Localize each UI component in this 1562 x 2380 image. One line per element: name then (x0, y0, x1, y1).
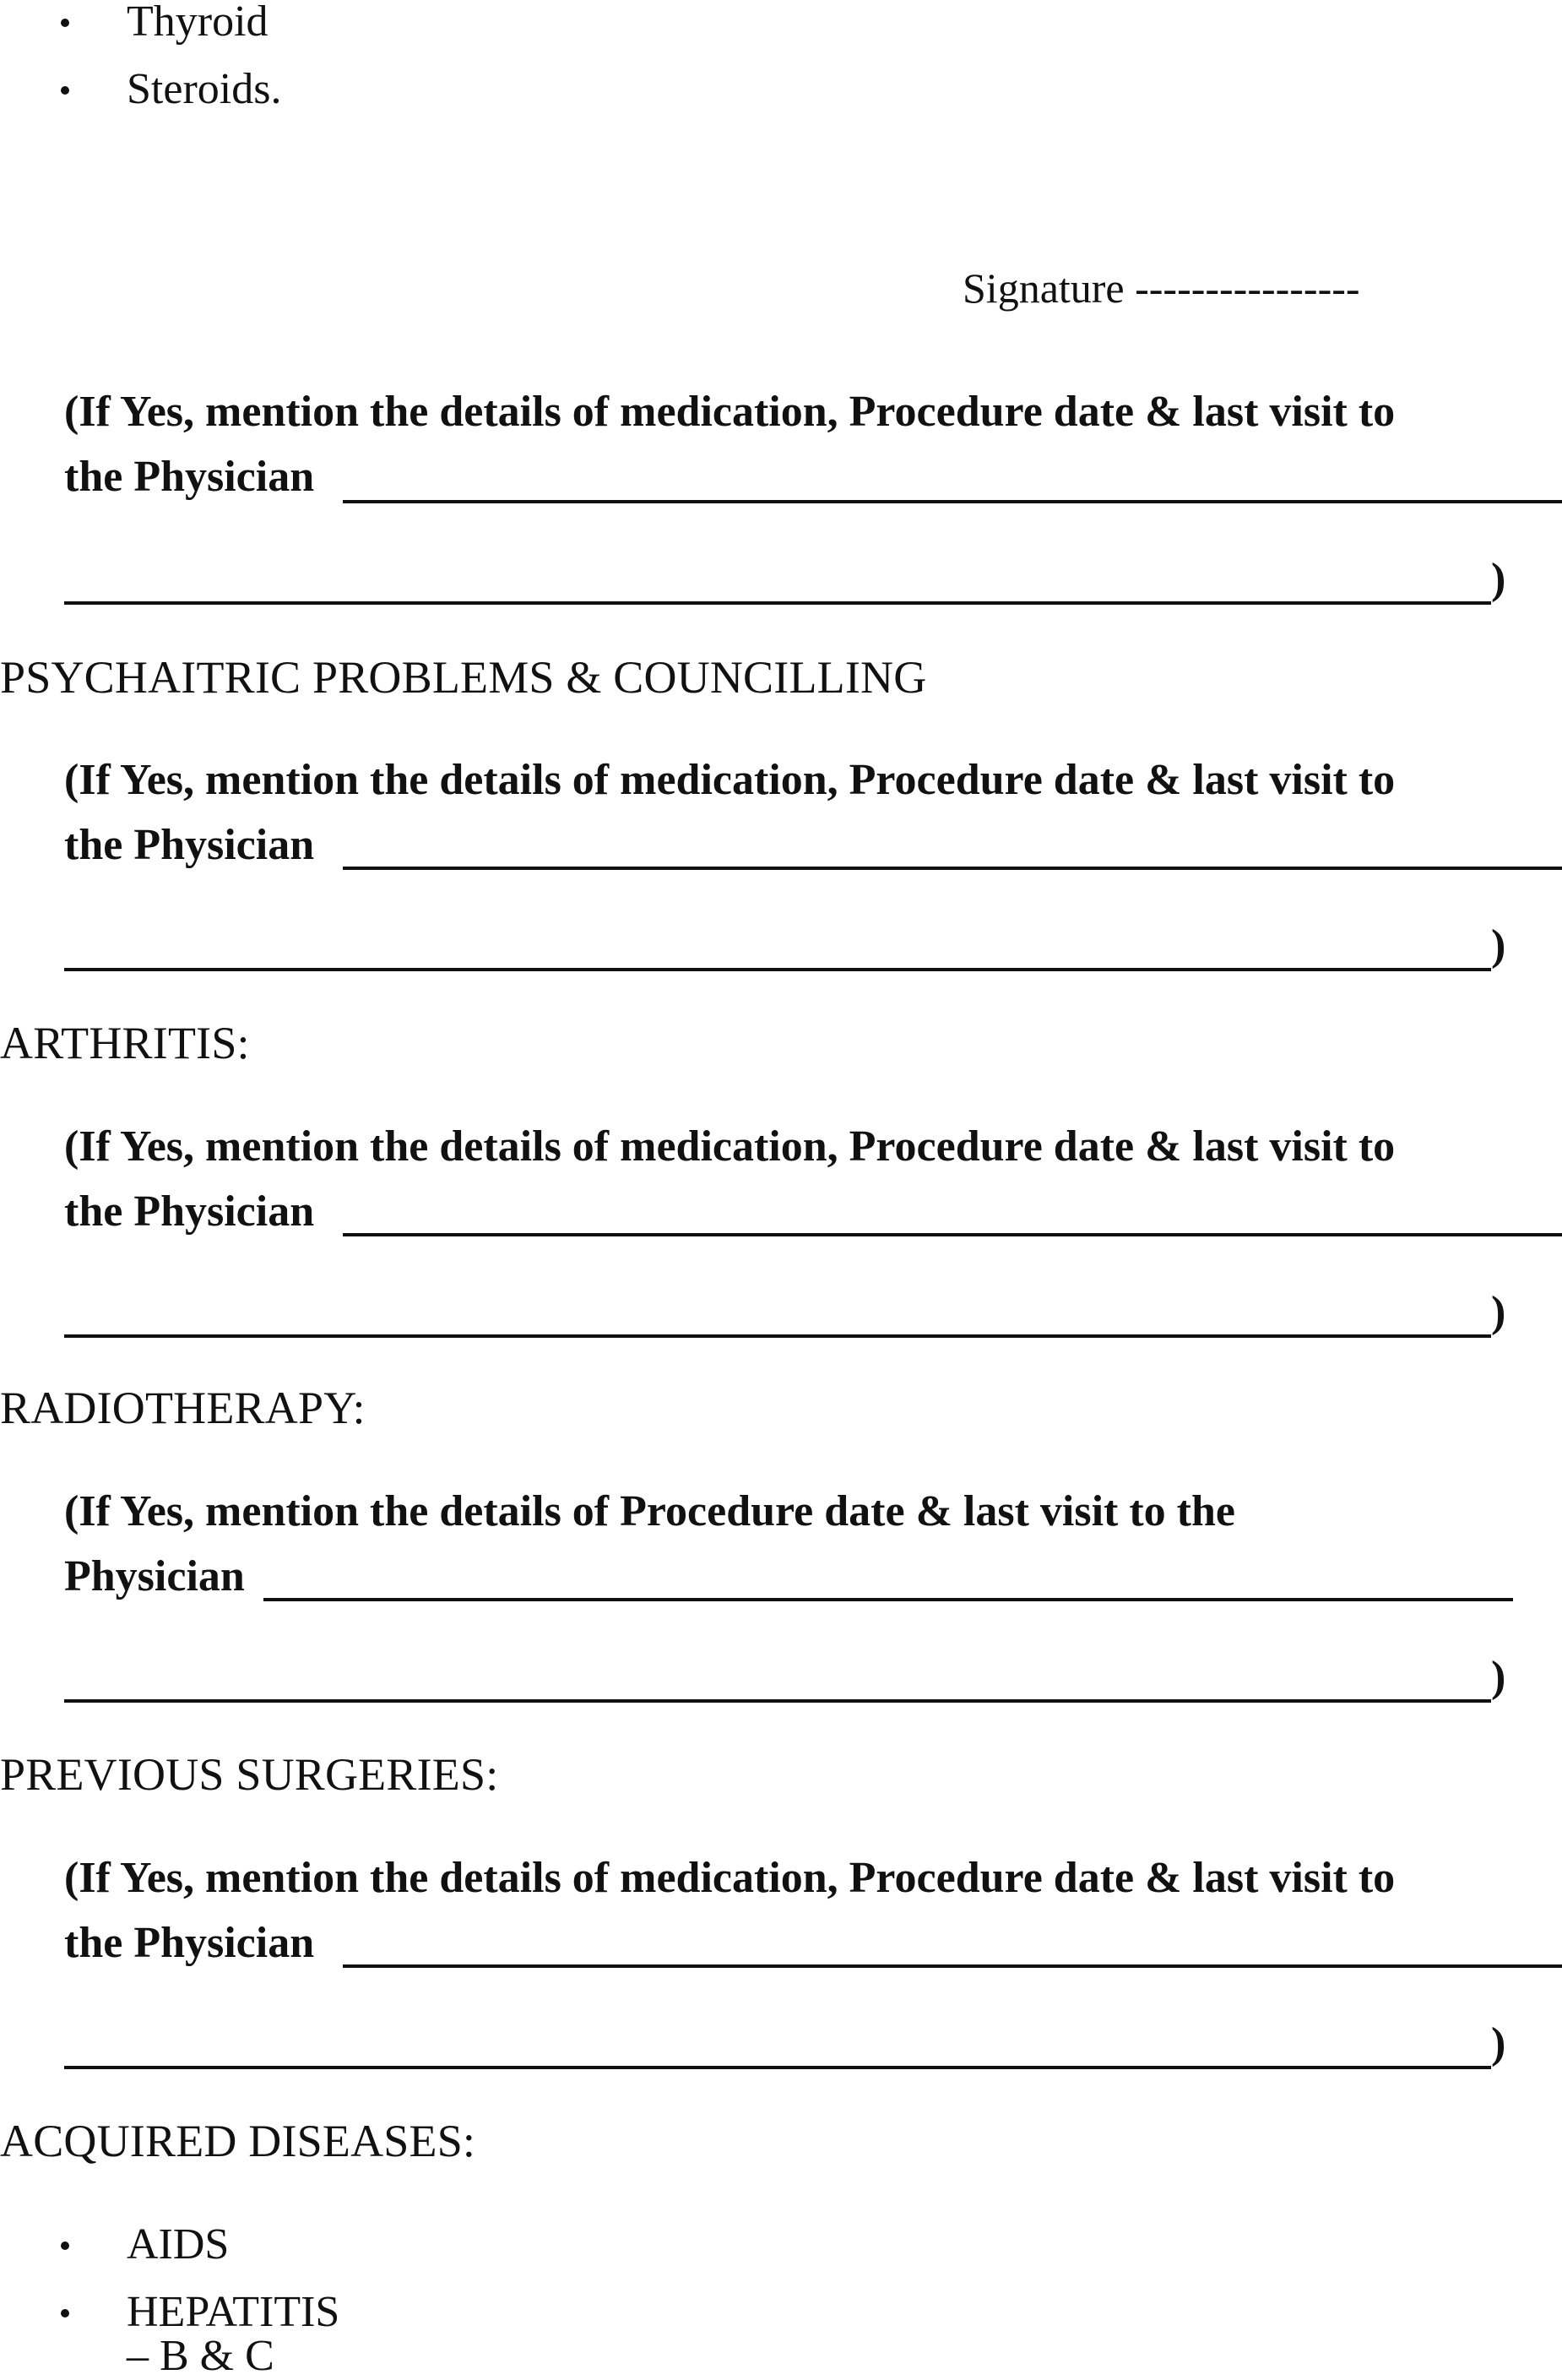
note-line-2: the Physician (64, 1919, 315, 1967)
details-note (64, 1487, 1562, 1709)
section-heading: PREVIOUS SURGERIES: (0, 1749, 499, 1800)
details-note (64, 1856, 1562, 2076)
section-heading: RADIOTHERAPY: (0, 1383, 366, 1433)
section-heading: PSYCHAITRIC PROBLEMS & COUNCILLING (0, 652, 927, 703)
section-heading: ARTHRITIS: (0, 1018, 250, 1068)
closing-parenthesis: ) (1491, 1288, 1506, 1336)
list-item-text: Steroids. (127, 65, 282, 113)
note-line-1: (If Yes, mention the details of medication, Procedure date & last visit to (64, 1854, 1396, 1902)
note-line-1: (If Yes, mention the details of medication, Procedure date & last visit to (64, 388, 1396, 436)
note-line-1: (If Yes, mention the details of medication, Procedure date & last visit to (64, 1122, 1396, 1171)
closing-parenthesis: ) (1491, 921, 1506, 970)
details-note (64, 758, 1562, 978)
fill-line[interactable] (263, 1598, 1513, 1601)
note-line-2: Physician (64, 1552, 245, 1600)
bullet-icon (61, 19, 69, 27)
fill-line[interactable] (64, 1334, 1491, 1338)
list-item-text: HEPATITIS – B & C (127, 2288, 340, 2380)
bullet-icon (61, 2309, 69, 2318)
note-line-2: the Physician (64, 1187, 315, 1236)
fill-line[interactable] (64, 1699, 1491, 1703)
note-line-1: (If Yes, mention the details of Procedure date & last visit to the (64, 1487, 1235, 1535)
note-line-2: the Physician (64, 821, 315, 869)
section-heading: ACQUIRED DISEASES: (0, 2116, 476, 2166)
fill-line[interactable] (343, 867, 1562, 870)
fill-line[interactable] (64, 968, 1491, 971)
note-line-1: (If Yes, mention the details of medication, Procedure date & last visit to (64, 756, 1396, 804)
closing-parenthesis: ) (1491, 555, 1506, 603)
fill-line[interactable] (343, 500, 1562, 503)
closing-parenthesis: ) (1491, 2019, 1506, 2068)
details-note (64, 390, 1562, 610)
fill-line[interactable] (343, 1964, 1562, 1968)
closing-parenthesis: ) (1491, 1653, 1506, 1701)
list-item-text: Thyroid (127, 0, 268, 46)
bullet-icon (61, 2241, 69, 2250)
signature-label: Signature ---------------- (963, 264, 1360, 312)
fill-line[interactable] (64, 2066, 1491, 2069)
fill-line[interactable] (64, 601, 1491, 605)
list-item-text: AIDS (127, 2220, 230, 2269)
details-note (64, 1122, 1562, 1345)
note-line-2: the Physician (64, 453, 315, 501)
fill-line[interactable] (343, 1233, 1562, 1236)
bullet-icon (61, 86, 69, 95)
